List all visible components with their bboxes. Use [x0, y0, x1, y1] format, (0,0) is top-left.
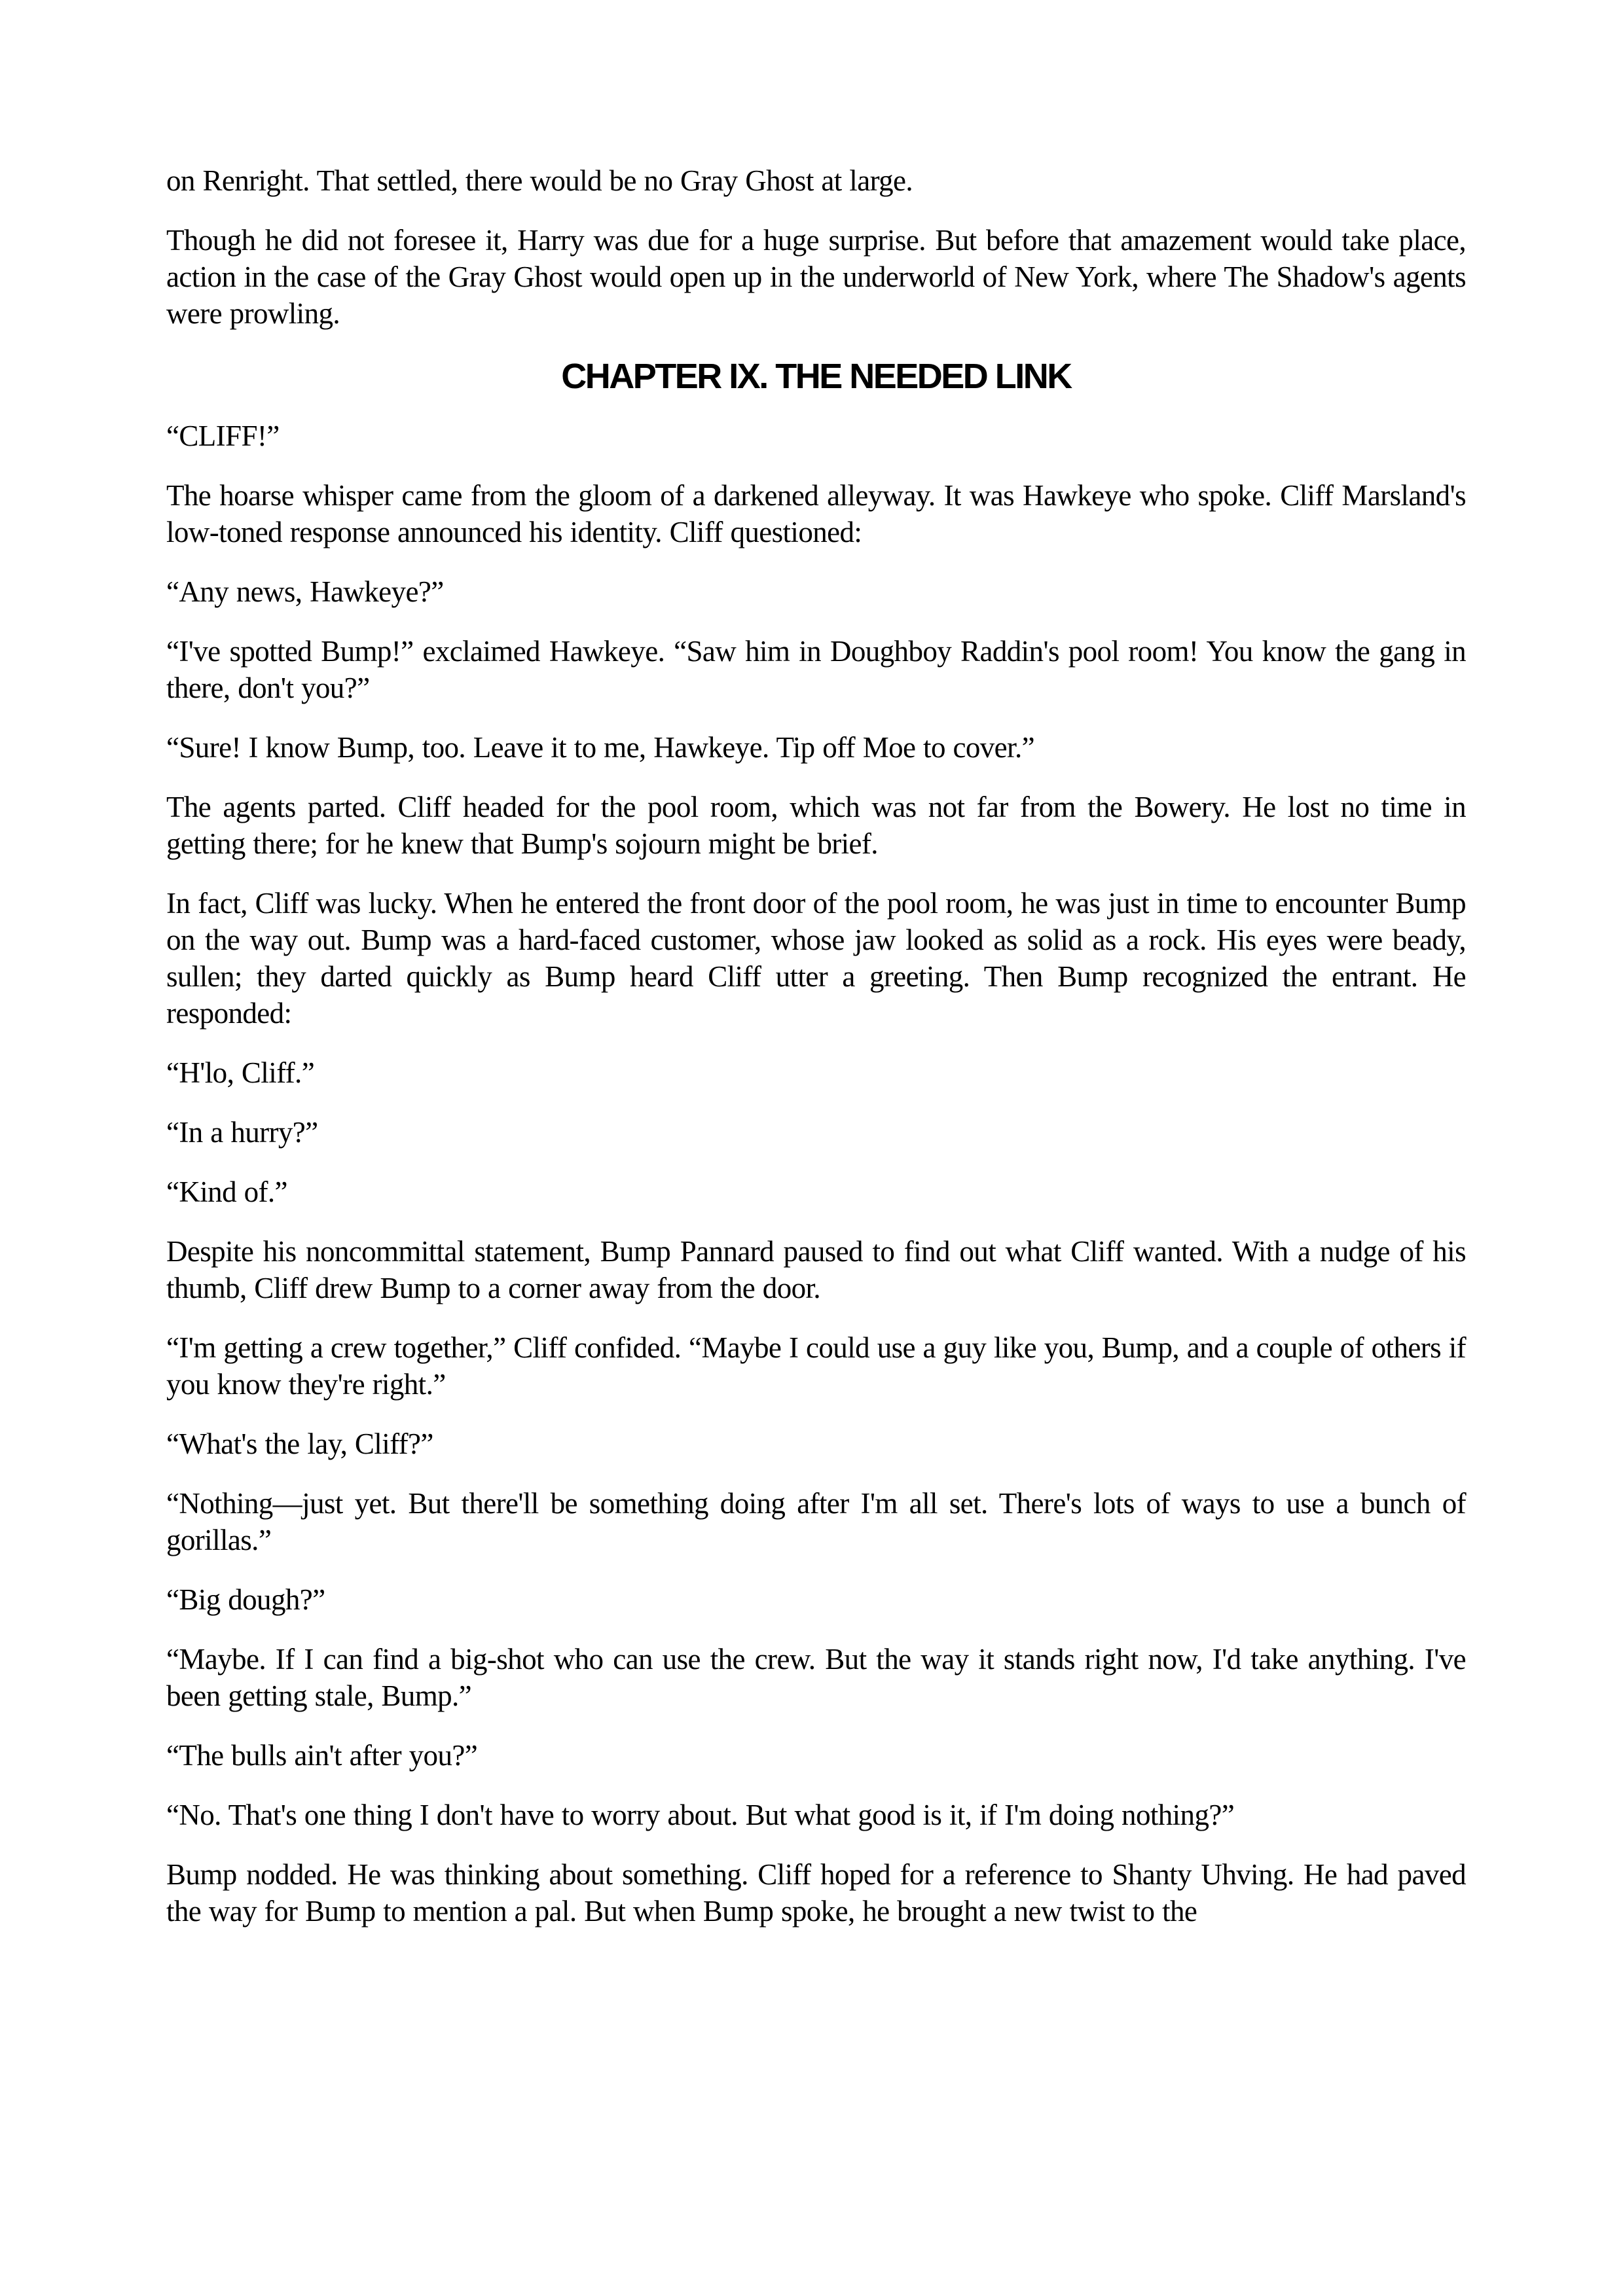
paragraph: “I'm getting a crew together,” Cliff confided. “Maybe I could use a guy like you, Bump, and a couple of others if you know they're right.”: [166, 1331, 1466, 1401]
paragraph: “Maybe. If I can find a big-shot who can use the crew. But the way it stands right now, I'd take anything. I've been getting stale, Bump.”: [166, 1643, 1466, 1712]
paragraph: Bump nodded. He was thinking about something. Cliff hoped for a reference to Shanty Uhving. He had paved the way for Bump to mention a pal. But when Bump spoke, he brought a new twist to the: [166, 1858, 1466, 1928]
paragraph: “Any news, Hawkeye?”: [166, 575, 444, 608]
paragraph: The agents parted. Cliff headed for the pool room, which was not far from the Bowery. He lost no time in getting there; for he knew that Bump's sojourn might be brief.: [166, 791, 1466, 860]
paragraph: “Sure! I know Bump, too. Leave it to me, Hawkeye. Tip off Moe to cover.”: [166, 731, 1034, 764]
paragraph: “Kind of.”: [166, 1175, 287, 1208]
paragraph: “H'lo, Cliff.”: [166, 1056, 315, 1089]
paragraph: “What's the lay, Cliff?”: [166, 1427, 433, 1460]
chapter-heading: CHAPTER IX. THE NEEDED LINK: [561, 357, 1071, 396]
paragraph: “In a hurry?”: [166, 1116, 318, 1149]
paragraph: “The bulls ain't after you?”: [166, 1739, 478, 1772]
paragraph: In fact, Cliff was lucky. When he entered the front door of the pool room, he was just in time to encounter Bump on the way out. Bump was a hard-faced customer, whose jaw looked as solid as a rock. His eyes were beady, sullen; they darted quickly as Bump heard Cliff utter a greeting. Then Bump recognized the entrant. He responded:: [166, 887, 1466, 1030]
paragraph: “I've spotted Bump!” exclaimed Hawkeye. “Saw him in Doughboy Raddin's pool room! You know the gang in there, don't you?”: [166, 635, 1466, 704]
paragraph: on Renright. That settled, there would be no Gray Ghost at large.: [166, 164, 913, 197]
paragraph: The hoarse whisper came from the gloom of a darkened alleyway. It was Hawkeye who spoke. Cliff Marsland's low-toned response announced his identity. Cliff questioned:: [166, 479, 1466, 548]
paragraph: “Big dough?”: [166, 1583, 325, 1616]
paragraph: Despite his noncommittal statement, Bump Pannard paused to find out what Cliff wanted. With a nudge of his thumb, Cliff drew Bump to a corner away from the door.: [166, 1235, 1466, 1304]
paragraph: Though he did not foresee it, Harry was due for a huge surprise. But before that amazement would take place, action in the case of the Gray Ghost would open up in the underworld of New York, where The Shadow's agents were prowling.: [166, 224, 1466, 330]
paragraph: “CLIFF!”: [166, 420, 280, 452]
paragraph: “Nothing—just yet. But there'll be something doing after I'm all set. There's lots of ways to use a bunch of gorillas.”: [166, 1487, 1466, 1556]
document-page: [166, 162, 1466, 1952]
paragraph: “No. That's one thing I don't have to worry about. But what good is it, if I'm doing nothing?”: [166, 1799, 1235, 1831]
